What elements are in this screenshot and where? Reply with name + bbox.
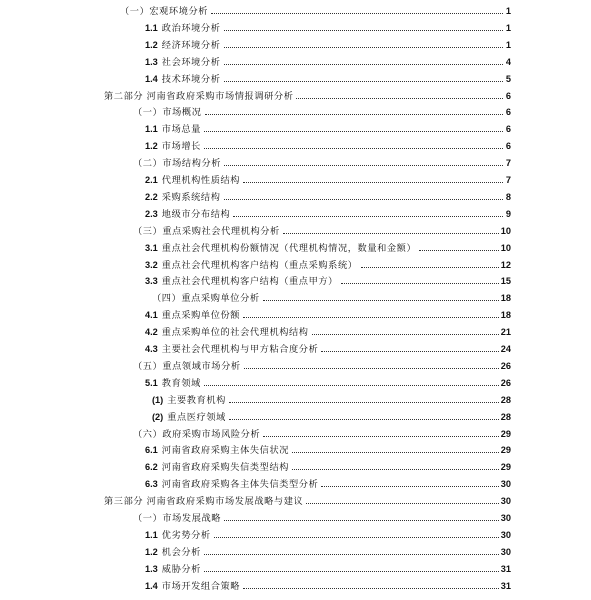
toc-entry-title: （一）市场发展战略 bbox=[133, 513, 222, 524]
toc-entry[interactable] bbox=[145, 73, 511, 85]
toc-entry-number: 6.3 bbox=[145, 479, 158, 490]
toc-entry[interactable] bbox=[145, 580, 511, 592]
toc-dot-leader bbox=[283, 233, 499, 234]
toc-entry-title: 威胁分析 bbox=[161, 563, 201, 575]
toc-page-number: 5 bbox=[505, 73, 511, 84]
toc-dot-leader bbox=[263, 300, 499, 301]
toc-dot-leader bbox=[211, 13, 503, 14]
toc-entry[interactable] bbox=[104, 495, 511, 507]
toc-dot-leader bbox=[204, 131, 503, 132]
toc-entry-title: （四）重点采购单位分析 bbox=[152, 293, 260, 305]
toc-entry[interactable] bbox=[145, 326, 511, 338]
toc-entry-number: 4.1 bbox=[145, 310, 158, 321]
toc-entry-title: （一）市场概况 bbox=[133, 107, 202, 119]
toc-page-number: 9 bbox=[505, 208, 511, 219]
toc-page-number: 30 bbox=[500, 496, 511, 507]
toc-page-number: 18 bbox=[500, 293, 511, 304]
toc-entry-title: 第三部分 河南省政府采购市场发展战略与建议 bbox=[104, 496, 304, 508]
toc-entry-title: 优劣势分析 bbox=[161, 529, 211, 541]
toc-dot-leader bbox=[321, 486, 498, 487]
toc-page-number: 8 bbox=[505, 191, 511, 202]
toc-entry-title: 河南省政府采购失信类型结构 bbox=[161, 462, 290, 474]
toc-dot-leader bbox=[292, 452, 499, 453]
toc-dot-leader bbox=[224, 520, 499, 521]
toc-dot-leader bbox=[361, 267, 499, 268]
toc-page-number: 6 bbox=[505, 141, 511, 152]
toc-entry-title: 重点采购单位的社会代理机构结构 bbox=[161, 327, 309, 339]
toc-dot-leader bbox=[224, 199, 503, 200]
toc-entry[interactable] bbox=[145, 22, 511, 34]
toc-page-number: 29 bbox=[500, 462, 511, 473]
toc-page-number: 21 bbox=[500, 327, 511, 338]
toc-page-number: 4 bbox=[505, 56, 511, 67]
toc-entry[interactable] bbox=[145, 343, 511, 355]
toc-entry-number: 4.2 bbox=[145, 327, 158, 338]
toc-page-number: 29 bbox=[500, 445, 511, 456]
toc-entry[interactable] bbox=[145, 444, 511, 456]
toc-entry-number: (2) bbox=[152, 411, 164, 422]
toc-entry-title: 市场开发组合策略 bbox=[161, 580, 241, 592]
toc-dot-leader bbox=[243, 588, 499, 589]
toc-entry-number: 1.2 bbox=[145, 141, 158, 152]
toc-entry[interactable] bbox=[145, 546, 511, 558]
toc-dot-leader bbox=[296, 98, 503, 99]
toc-dot-leader bbox=[229, 402, 499, 403]
toc-page-number: 18 bbox=[500, 310, 511, 321]
toc-dot-leader bbox=[292, 469, 499, 470]
toc-dot-leader bbox=[263, 436, 499, 437]
toc-entry-number: 1.1 bbox=[145, 529, 158, 540]
toc-dot-leader bbox=[224, 64, 503, 65]
toc-page-number: 30 bbox=[500, 513, 511, 523]
toc-entry-number: 3.1 bbox=[145, 242, 158, 253]
toc-dot-leader bbox=[321, 351, 498, 352]
toc-entry[interactable] bbox=[120, 5, 511, 17]
toc-entry[interactable] bbox=[133, 106, 511, 118]
toc-entry-title: （一）宏观环境分析 bbox=[120, 6, 209, 17]
toc-entry-title: 主要社会代理机构与甲方粘合度分析 bbox=[161, 344, 319, 355]
toc-page-number: 28 bbox=[500, 394, 511, 405]
toc-entry[interactable] bbox=[145, 259, 511, 271]
toc-page-number: 26 bbox=[500, 360, 511, 371]
toc-entry-title: 采购系统结构 bbox=[161, 191, 221, 203]
toc-entry-title: 重点社会代理机构份额情况（代理机构情况，数量和金额） bbox=[161, 242, 417, 254]
toc-entry-title: （二）市场结构分析 bbox=[133, 158, 222, 170]
toc-entry-number: 3.3 bbox=[145, 276, 158, 287]
toc-entry-number: (1) bbox=[152, 394, 164, 405]
toc-entry[interactable] bbox=[133, 225, 511, 237]
toc-entry-title: 市场增长 bbox=[161, 141, 201, 153]
toc-dot-leader bbox=[204, 571, 499, 572]
toc-entry-title: 政治环境分析 bbox=[161, 22, 221, 34]
toc-entry[interactable] bbox=[104, 90, 511, 102]
toc-entry-number: 1.4 bbox=[145, 73, 158, 84]
toc-entry-number: 1.4 bbox=[145, 580, 158, 591]
toc-page-number: 7 bbox=[505, 158, 511, 169]
toc-entry[interactable] bbox=[145, 377, 511, 389]
toc-entry-title: 地级市分布结构 bbox=[161, 208, 231, 220]
toc-entry[interactable] bbox=[145, 529, 511, 541]
toc-entry[interactable] bbox=[145, 123, 511, 135]
toc-entry[interactable] bbox=[133, 428, 511, 440]
toc-entry-title: 重点医疗领域 bbox=[167, 411, 226, 423]
toc-entry-number: 2.2 bbox=[145, 191, 158, 202]
toc-entry-title: 教育领域 bbox=[161, 377, 201, 389]
toc-dot-leader bbox=[419, 250, 499, 251]
toc-entry[interactable] bbox=[145, 478, 511, 490]
toc-dot-leader bbox=[204, 554, 499, 555]
toc-page-number: 28 bbox=[500, 411, 511, 422]
toc-entry[interactable] bbox=[133, 157, 511, 169]
toc-entry-number: 6.1 bbox=[145, 445, 158, 456]
toc-page-number: 1 bbox=[505, 39, 511, 50]
toc-dot-leader bbox=[312, 334, 499, 335]
toc-dot-leader bbox=[205, 114, 503, 115]
toc-dot-leader bbox=[224, 81, 503, 82]
toc-page-number: 31 bbox=[500, 580, 511, 591]
toc-dot-leader bbox=[224, 47, 503, 48]
toc-entry-title: （三）重点采购社会代理机构分析 bbox=[133, 225, 280, 237]
toc-entry[interactable] bbox=[152, 292, 511, 304]
toc-entry-title: （五）重点领域市场分析 bbox=[133, 360, 241, 372]
toc-dot-leader bbox=[306, 503, 498, 504]
toc-page-number: 30 bbox=[500, 546, 511, 557]
toc-entry[interactable] bbox=[145, 191, 511, 203]
toc-entry[interactable] bbox=[152, 394, 511, 406]
toc-entry-number: 4.3 bbox=[145, 344, 158, 354]
toc-page-number: 1 bbox=[505, 6, 511, 16]
toc-entry-title: 技术环境分析 bbox=[161, 73, 221, 85]
toc-page-number: 31 bbox=[500, 563, 511, 574]
toc-entry[interactable] bbox=[145, 242, 511, 254]
toc-dot-leader bbox=[341, 283, 499, 284]
toc-entry-number: 1.3 bbox=[145, 56, 158, 67]
toc-page-number: 6 bbox=[505, 90, 511, 101]
toc-page-number: 26 bbox=[500, 377, 511, 388]
toc-dot-leader bbox=[233, 216, 503, 217]
toc-entry[interactable] bbox=[145, 56, 511, 68]
toc-page-number: 7 bbox=[505, 175, 511, 185]
toc-entry-title: 机会分析 bbox=[161, 546, 201, 558]
toc-entry-title: 重点社会代理机构客户结构（重点甲方） bbox=[161, 276, 338, 288]
toc-entry[interactable] bbox=[145, 140, 511, 152]
toc-entry[interactable] bbox=[145, 275, 511, 287]
toc-page-number: 6 bbox=[505, 107, 511, 118]
toc-entry[interactable] bbox=[133, 360, 511, 372]
toc-entry[interactable] bbox=[145, 39, 511, 51]
toc-entry-number: 2.3 bbox=[145, 208, 158, 219]
toc-dot-leader bbox=[204, 385, 499, 386]
toc-dot-leader bbox=[243, 317, 499, 318]
toc-dot-leader bbox=[224, 165, 503, 166]
toc-entry-number: 1.1 bbox=[145, 22, 158, 33]
toc-entry-number: 1.2 bbox=[145, 546, 158, 557]
toc-entry[interactable] bbox=[145, 461, 511, 473]
toc-entry-title: 重点社会代理机构客户结构（重点采购系统） bbox=[161, 259, 358, 271]
toc-page-number: 10 bbox=[500, 225, 511, 236]
toc-page-number: 6 bbox=[505, 124, 511, 135]
toc-entry[interactable] bbox=[133, 512, 511, 524]
toc-entry[interactable] bbox=[145, 309, 511, 321]
toc-entry-title: 河南省政府采购主体失信状况 bbox=[161, 445, 290, 457]
toc-entry-number: 1.2 bbox=[145, 39, 158, 50]
toc-entry[interactable] bbox=[145, 208, 511, 220]
toc-page-number: 30 bbox=[500, 529, 511, 540]
toc-page-number: 29 bbox=[500, 428, 511, 439]
toc-entry-title: 河南省政府采购各主体失信类型分析 bbox=[161, 479, 319, 491]
toc-entry[interactable] bbox=[145, 174, 511, 186]
toc-entry-title: 第二部分 河南省政府采购市场情报调研分析 bbox=[104, 90, 294, 102]
toc-entry-number: 5.1 bbox=[145, 377, 158, 388]
toc-entry-title: 代理机构性质结构 bbox=[161, 175, 241, 186]
toc-dot-leader bbox=[204, 148, 503, 149]
toc-dot-leader bbox=[214, 537, 499, 538]
toc-dot-leader bbox=[244, 368, 499, 369]
toc-entry-number: 6.2 bbox=[145, 462, 158, 473]
toc-dot-leader bbox=[224, 30, 503, 31]
toc-entry-title: 重点采购单位份额 bbox=[161, 310, 241, 322]
toc-entry-number: 2.1 bbox=[145, 175, 158, 185]
toc-entry-number: 1.3 bbox=[145, 563, 158, 574]
toc-page-number: 1 bbox=[505, 22, 511, 33]
toc-page-number: 30 bbox=[500, 479, 511, 490]
toc-entry-title: 主要教育机构 bbox=[167, 394, 226, 406]
toc-entry-title: 市场总量 bbox=[161, 124, 201, 136]
toc-entry[interactable] bbox=[152, 411, 511, 423]
toc-page-number: 15 bbox=[500, 276, 511, 287]
toc-page-number: 12 bbox=[500, 259, 511, 270]
toc-entry-number: 3.2 bbox=[145, 259, 158, 270]
toc-dot-leader bbox=[229, 419, 499, 420]
toc-entry-title: 经济环境分析 bbox=[161, 39, 221, 51]
toc-entry-title: 社会环境分析 bbox=[161, 56, 221, 68]
toc-entry-number: 1.1 bbox=[145, 124, 158, 135]
toc-entry[interactable] bbox=[145, 563, 511, 575]
toc-page-number: 10 bbox=[500, 242, 511, 253]
toc-dot-leader bbox=[243, 182, 503, 183]
toc-entry-title: （六）政府采购市场风险分析 bbox=[133, 428, 261, 440]
toc-page-number: 24 bbox=[500, 344, 511, 354]
